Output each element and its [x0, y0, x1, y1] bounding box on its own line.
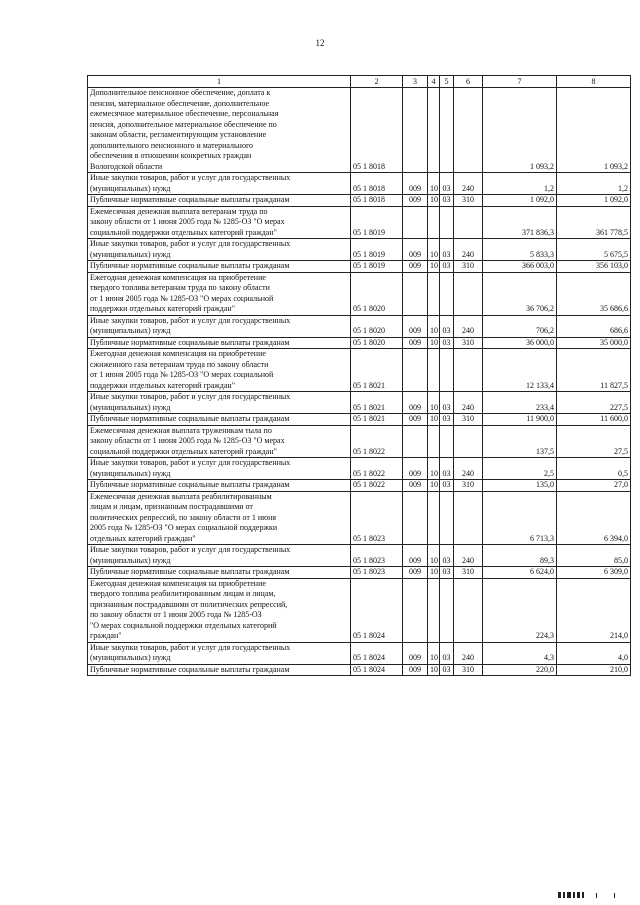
row-section-cell: 10 [428, 392, 440, 414]
row-section-cell: 10 [428, 337, 440, 349]
row-target-article-cell: 05 1 8023 [351, 545, 403, 567]
row-target-article-cell: 05 1 8018 [351, 195, 403, 207]
table-row [88, 480, 631, 492]
row-amount-year1-cell: 224,3 [483, 578, 557, 642]
row-amount-year2-cell: 686,6 [557, 315, 631, 337]
row-department-cell [403, 425, 428, 458]
row-section-cell: 10 [428, 195, 440, 207]
table-row [88, 458, 631, 480]
row-name-cell: Иные закупки товаров, работ и услуг для государственных (муниципальных) нужд [88, 173, 351, 195]
row-subsection-cell: 03 [440, 545, 454, 567]
row-amount-year1-cell: 1 093,2 [483, 88, 557, 173]
table-row [88, 578, 631, 642]
row-target-article-cell: 05 1 8018 [351, 173, 403, 195]
row-amount-year1-cell: 371 836,3 [483, 206, 557, 239]
row-expense-type-cell: 240 [454, 392, 483, 414]
row-expense-type-cell [454, 425, 483, 458]
row-amount-year1-cell: 6 624,0 [483, 567, 557, 579]
row-section-cell [428, 88, 440, 173]
row-expense-type-cell: 240 [454, 173, 483, 195]
row-amount-year1-cell: 1 092,0 [483, 195, 557, 207]
table-row [88, 545, 631, 567]
row-expense-type-cell [454, 349, 483, 392]
table-row [88, 337, 631, 349]
row-amount-year2-cell: 11 600,0 [557, 414, 631, 426]
row-name-cell: Иные закупки товаров, работ и услуг для государственных (муниципальных) нужд [88, 392, 351, 414]
row-section-cell: 10 [428, 239, 440, 261]
row-amount-year2-cell: 5 675,5 [557, 239, 631, 261]
row-amount-year2-cell: 35 000,0 [557, 337, 631, 349]
table-row [88, 491, 631, 545]
row-section-cell [428, 206, 440, 239]
row-target-article-cell: 05 1 8019 [351, 206, 403, 239]
row-name-cell: Ежегодная денежная компенсация на приобретение твердого топлива реабилитированным лицам и лицам, признанным пострадавшими от политических репрессий, по закону области от 1 июня 2005 года № 1285-ОЗ "О мерах социальной поддержки отдельных категорий граждан" [88, 578, 351, 642]
row-amount-year1-cell: 137,5 [483, 425, 557, 458]
row-subsection-cell [440, 88, 454, 173]
row-subsection-cell [440, 425, 454, 458]
table-row [88, 261, 631, 273]
row-amount-year2-cell: 227,5 [557, 392, 631, 414]
row-section-cell [428, 272, 440, 315]
row-department-cell: 009 [403, 261, 428, 273]
row-subsection-cell: 03 [440, 480, 454, 492]
row-subsection-cell [440, 206, 454, 239]
row-department-cell: 009 [403, 173, 428, 195]
row-target-article-cell: 05 1 8022 [351, 425, 403, 458]
row-expense-type-cell: 310 [454, 567, 483, 579]
row-department-cell [403, 88, 428, 173]
row-expense-type-cell: 310 [454, 261, 483, 273]
row-amount-year2-cell: 11 827,5 [557, 349, 631, 392]
row-department-cell: 009 [403, 195, 428, 207]
header-col-6: 6 [454, 76, 483, 88]
header-col-2: 2 [351, 76, 403, 88]
row-name-cell: Иные закупки товаров, работ и услуг для государственных (муниципальных) нужд [88, 642, 351, 664]
budget-table [87, 75, 631, 676]
header-col-3: 3 [403, 76, 428, 88]
row-department-cell: 009 [403, 414, 428, 426]
row-amount-year1-cell: 366 003,0 [483, 261, 557, 273]
row-expense-type-cell: 240 [454, 315, 483, 337]
row-name-cell: Ежегодная денежная компенсация на приобретение твердого топлива ветеранам труда по закону области от 1 июня 2005 года № 1285-ОЗ "О мерах социальной поддержки отдельных категорий граждан" [88, 272, 351, 315]
row-expense-type-cell: 310 [454, 480, 483, 492]
row-amount-year2-cell: 356 103,0 [557, 261, 631, 273]
row-amount-year1-cell: 1,2 [483, 173, 557, 195]
row-amount-year2-cell: 361 778,5 [557, 206, 631, 239]
header-col-7: 7 [483, 76, 557, 88]
row-target-article-cell: 05 1 8021 [351, 414, 403, 426]
row-section-cell [428, 425, 440, 458]
row-expense-type-cell: 310 [454, 337, 483, 349]
table-row [88, 642, 631, 664]
row-section-cell [428, 578, 440, 642]
header-col-5: 5 [440, 76, 454, 88]
row-amount-year2-cell: 214,0 [557, 578, 631, 642]
row-section-cell: 10 [428, 261, 440, 273]
table-row [88, 414, 631, 426]
table-row [88, 239, 631, 261]
row-target-article-cell: 05 1 8024 [351, 664, 403, 676]
table-row [88, 567, 631, 579]
row-name-cell: Публичные нормативные социальные выплаты гражданам [88, 480, 351, 492]
row-department-cell: 009 [403, 480, 428, 492]
page-number: 12 [315, 38, 325, 48]
scan-barcode-mark [558, 890, 618, 898]
header-col-1: 1 [88, 76, 351, 88]
row-name-cell: Публичные нормативные социальные выплаты гражданам [88, 414, 351, 426]
row-name-cell: Иные закупки товаров, работ и услуг для государственных (муниципальных) нужд [88, 315, 351, 337]
row-department-cell: 009 [403, 567, 428, 579]
row-name-cell: Ежемесячная денежная выплата ветеранам труда по закону области от 1 июня 2005 года № 1285-ОЗ "О мерах социальной поддержки отдельных категорий граждан" [88, 206, 351, 239]
row-subsection-cell: 03 [440, 195, 454, 207]
row-target-article-cell: 05 1 8020 [351, 315, 403, 337]
row-subsection-cell [440, 578, 454, 642]
row-target-article-cell: 05 1 8019 [351, 261, 403, 273]
row-amount-year1-cell: 706,2 [483, 315, 557, 337]
row-department-cell [403, 349, 428, 392]
row-name-cell: Публичные нормативные социальные выплаты гражданам [88, 195, 351, 207]
row-amount-year2-cell: 27,5 [557, 425, 631, 458]
row-expense-type-cell: 240 [454, 239, 483, 261]
header-col-4: 4 [428, 76, 440, 88]
table-row [88, 173, 631, 195]
row-amount-year2-cell: 27,0 [557, 480, 631, 492]
row-department-cell: 009 [403, 545, 428, 567]
row-amount-year1-cell: 11 900,0 [483, 414, 557, 426]
table-row [88, 664, 631, 676]
row-amount-year1-cell: 233,4 [483, 392, 557, 414]
row-subsection-cell: 03 [440, 458, 454, 480]
row-expense-type-cell: 240 [454, 642, 483, 664]
row-subsection-cell: 03 [440, 261, 454, 273]
table-row [88, 392, 631, 414]
row-department-cell: 009 [403, 337, 428, 349]
row-subsection-cell [440, 272, 454, 315]
row-section-cell: 10 [428, 545, 440, 567]
row-amount-year1-cell: 89,3 [483, 545, 557, 567]
row-section-cell: 10 [428, 315, 440, 337]
table-header-row [88, 76, 631, 88]
row-department-cell [403, 491, 428, 545]
row-department-cell: 009 [403, 392, 428, 414]
row-department-cell: 009 [403, 458, 428, 480]
row-expense-type-cell: 240 [454, 458, 483, 480]
table-row [88, 88, 631, 173]
table-row [88, 315, 631, 337]
row-expense-type-cell: 310 [454, 195, 483, 207]
row-department-cell: 009 [403, 315, 428, 337]
table-row [88, 272, 631, 315]
row-amount-year2-cell: 1 093,2 [557, 88, 631, 173]
row-amount-year1-cell: 36 000,0 [483, 337, 557, 349]
row-amount-year1-cell: 2,5 [483, 458, 557, 480]
row-amount-year2-cell: 6 309,0 [557, 567, 631, 579]
row-amount-year1-cell: 5 833,3 [483, 239, 557, 261]
row-amount-year1-cell: 220,0 [483, 664, 557, 676]
row-amount-year2-cell: 210,0 [557, 664, 631, 676]
row-section-cell [428, 491, 440, 545]
row-name-cell: Иные закупки товаров, работ и услуг для государственных (муниципальных) нужд [88, 458, 351, 480]
row-section-cell: 10 [428, 664, 440, 676]
row-amount-year1-cell: 36 706,2 [483, 272, 557, 315]
row-name-cell: Ежемесячная денежная выплата реабилитированным лицам и лицам, признанным пострадавшими от политических репрессий, по закону области от 1 июня 2005 года № 1285-ОЗ "О мерах социальной поддержки отдельных категорий граждан" [88, 491, 351, 545]
row-section-cell: 10 [428, 458, 440, 480]
row-section-cell: 10 [428, 414, 440, 426]
row-amount-year1-cell: 12 133,4 [483, 349, 557, 392]
row-expense-type-cell: 310 [454, 414, 483, 426]
row-expense-type-cell [454, 578, 483, 642]
row-subsection-cell: 03 [440, 315, 454, 337]
row-name-cell: Иные закупки товаров, работ и услуг для государственных (муниципальных) нужд [88, 239, 351, 261]
row-target-article-cell: 05 1 8023 [351, 567, 403, 579]
row-name-cell: Дополнительное пенсионное обеспечение, доплата к пенсии, материальное обеспечение, дополнительное ежемесячное материальное обеспечение, персональная пенсия, дополнительное материальное обеспечение по законам области, регламентирующим установление дополнительного пенсионного и материального обеспечения в отношении конкретных граждан Вологодской области [88, 88, 351, 173]
row-subsection-cell: 03 [440, 567, 454, 579]
row-subsection-cell [440, 349, 454, 392]
row-name-cell: Публичные нормативные социальные выплаты гражданам [88, 664, 351, 676]
row-target-article-cell: 05 1 8018 [351, 88, 403, 173]
row-target-article-cell: 05 1 8022 [351, 480, 403, 492]
table-row [88, 349, 631, 392]
row-section-cell: 10 [428, 480, 440, 492]
row-amount-year1-cell: 135,0 [483, 480, 557, 492]
table-body [88, 88, 631, 676]
row-expense-type-cell [454, 88, 483, 173]
row-department-cell: 009 [403, 664, 428, 676]
row-department-cell: 009 [403, 239, 428, 261]
row-subsection-cell [440, 491, 454, 545]
row-subsection-cell: 03 [440, 414, 454, 426]
row-section-cell: 10 [428, 567, 440, 579]
row-target-article-cell: 05 1 8023 [351, 491, 403, 545]
row-subsection-cell: 03 [440, 392, 454, 414]
row-section-cell: 10 [428, 642, 440, 664]
row-target-article-cell: 05 1 8019 [351, 239, 403, 261]
row-expense-type-cell [454, 272, 483, 315]
row-amount-year1-cell: 6 713,3 [483, 491, 557, 545]
row-subsection-cell: 03 [440, 337, 454, 349]
row-section-cell [428, 349, 440, 392]
table-row [88, 206, 631, 239]
table-row [88, 425, 631, 458]
row-target-article-cell: 05 1 8022 [351, 458, 403, 480]
row-section-cell: 10 [428, 173, 440, 195]
row-department-cell: 009 [403, 642, 428, 664]
row-name-cell: Ежегодная денежная компенсация на приобретение сжиженного газа ветеранам труда по закону области от 1 июня 2005 года № 1285-ОЗ "О мерах социальной поддержки отдельных категорий граждан" [88, 349, 351, 392]
row-target-article-cell: 05 1 8021 [351, 349, 403, 392]
row-name-cell: Публичные нормативные социальные выплаты гражданам [88, 337, 351, 349]
row-expense-type-cell [454, 491, 483, 545]
row-target-article-cell: 05 1 8024 [351, 578, 403, 642]
row-amount-year2-cell: 4,0 [557, 642, 631, 664]
row-subsection-cell: 03 [440, 239, 454, 261]
row-name-cell: Публичные нормативные социальные выплаты гражданам [88, 567, 351, 579]
row-name-cell: Иные закупки товаров, работ и услуг для государственных (муниципальных) нужд [88, 545, 351, 567]
row-expense-type-cell: 240 [454, 545, 483, 567]
row-subsection-cell: 03 [440, 173, 454, 195]
row-target-article-cell: 05 1 8020 [351, 272, 403, 315]
row-name-cell: Публичные нормативные социальные выплаты гражданам [88, 261, 351, 273]
row-amount-year2-cell: 1,2 [557, 173, 631, 195]
row-target-article-cell: 05 1 8024 [351, 642, 403, 664]
row-department-cell [403, 206, 428, 239]
row-department-cell [403, 272, 428, 315]
row-amount-year2-cell: 1 092,0 [557, 195, 631, 207]
table-row [88, 195, 631, 207]
row-subsection-cell: 03 [440, 642, 454, 664]
row-target-article-cell: 05 1 8020 [351, 337, 403, 349]
row-amount-year2-cell: 35 686,6 [557, 272, 631, 315]
header-col-8: 8 [557, 76, 631, 88]
row-amount-year1-cell: 4,3 [483, 642, 557, 664]
row-amount-year2-cell: 0,5 [557, 458, 631, 480]
row-amount-year2-cell: 6 394,0 [557, 491, 631, 545]
row-name-cell: Ежемесячная денежная выплата труженикам тыла по закону области от 1 июня 2005 года № 1285-ОЗ "О мерах социальной поддержки отдельных категорий граждан" [88, 425, 351, 458]
row-target-article-cell: 05 1 8021 [351, 392, 403, 414]
row-expense-type-cell: 310 [454, 664, 483, 676]
row-department-cell [403, 578, 428, 642]
row-subsection-cell: 03 [440, 664, 454, 676]
row-expense-type-cell [454, 206, 483, 239]
row-amount-year2-cell: 85,0 [557, 545, 631, 567]
